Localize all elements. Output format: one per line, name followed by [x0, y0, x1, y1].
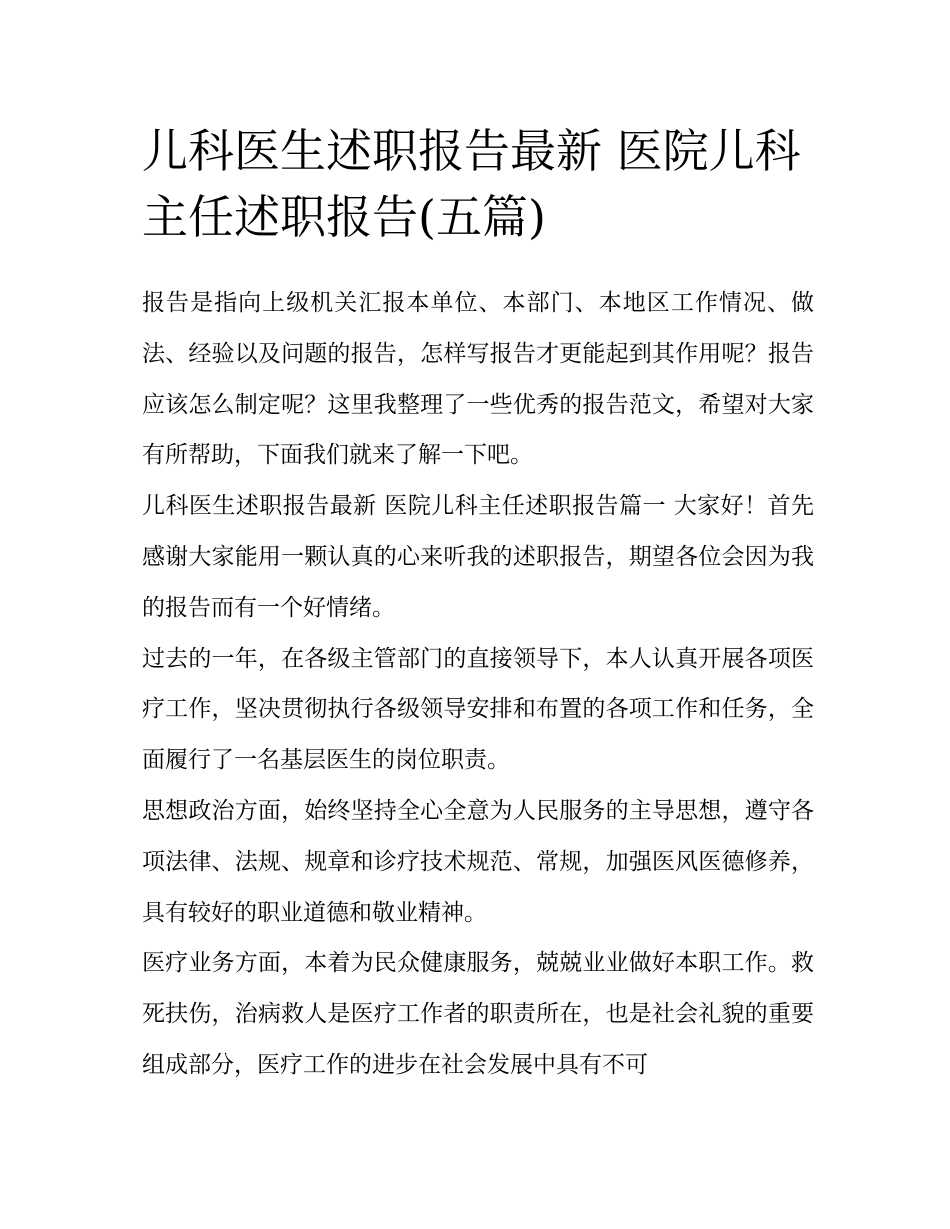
paragraph-medical: 医疗业务方面，本着为民众健康服务，兢兢业业做好本职工作。救死扶伤，治病救人是医疗工作者的职责所在，也是社会礼貌的重要组成部分，医疗工作的进步在社会发展中具有不可 — [142, 950, 814, 1078]
paragraph-intro: 报告是指向上级机关汇报本单位、本部门、本地区工作情况、做法、经验以及问题的报告，怎样写报告才更能起到其作用呢？报告应该怎么制定呢？这里我整理了一些优秀的报告范文，希望对大家有所帮助，下面我们就来了解一下吧。 — [142, 290, 814, 469]
document-content — [142, 118, 814, 1091]
document-title: 儿科医生述职报告最新 医院儿科主任述职报告(五篇) — [142, 124, 801, 244]
paragraph-greeting: 儿科医生述职报告最新 医院儿科主任述职报告篇一 大家好！首先感谢大家能用一颗认真的心来听我的述职报告，期望各位会因为我的报告而有一个好情绪。 — [142, 493, 814, 621]
paragraph-political: 思想政治方面，始终坚持全心全意为人民服务的主导思想，遵守各项法律、法规、规章和诊疗技术规范、常规，加强医风医德修养，具有较好的职业道德和敬业精神。 — [142, 797, 814, 926]
document-body — [142, 278, 814, 1091]
paragraph-past-year: 过去的一年，在各级主管部门的直接领导下，本人认真开展各项医疗工作，坚决贯彻执行各级领导安排和布置的各项工作和任务，全面履行了一名基层医生的岗位职责。 — [142, 645, 814, 774]
